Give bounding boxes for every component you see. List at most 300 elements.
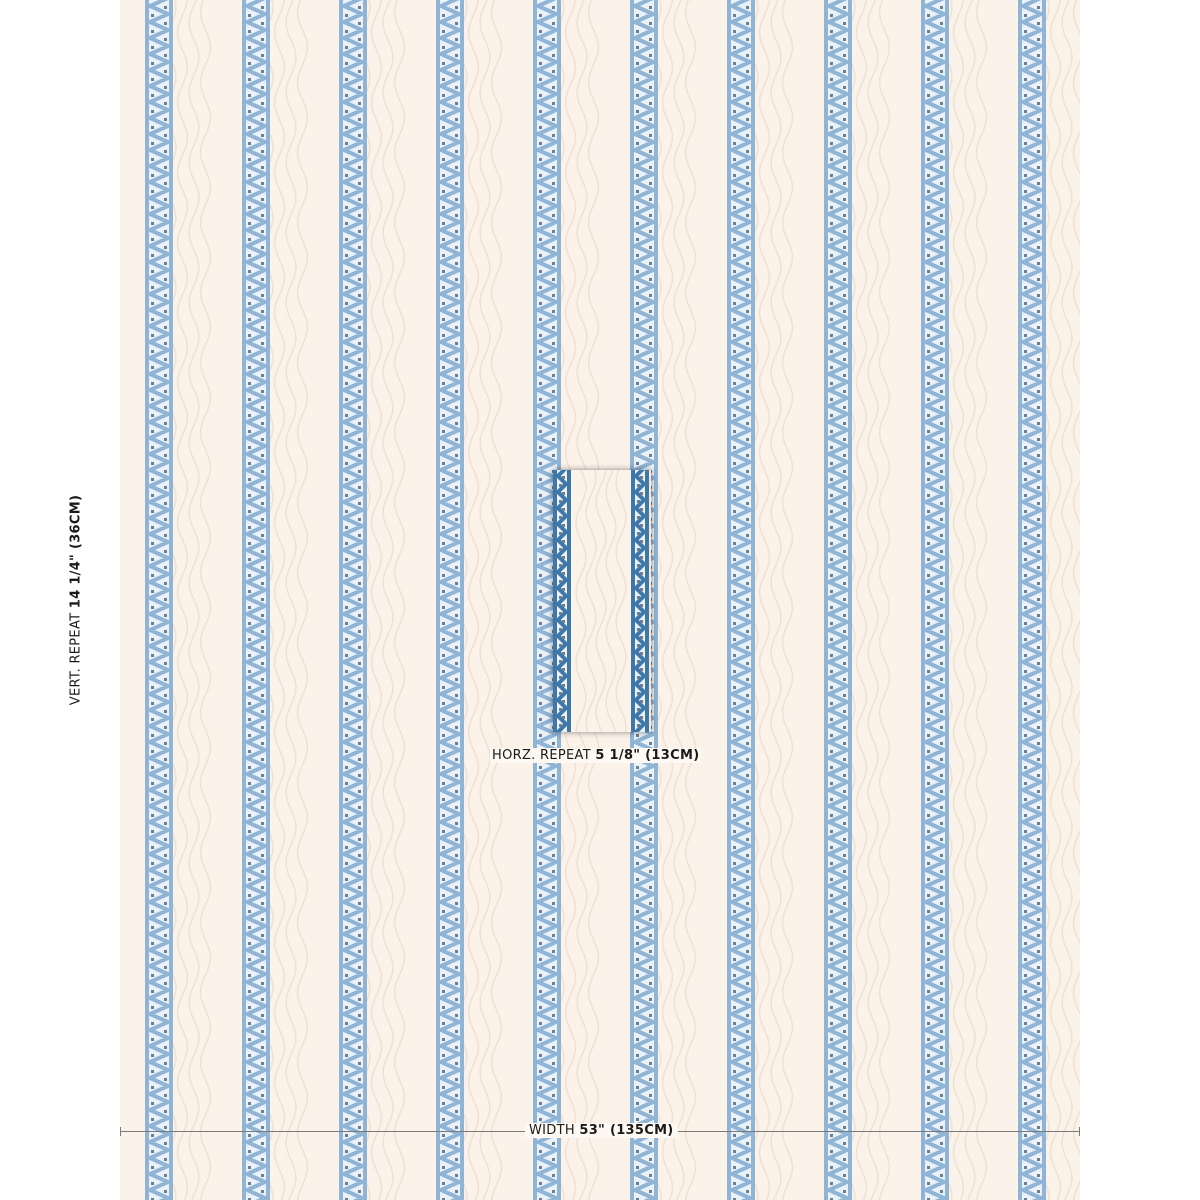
stripe-dot <box>1024 286 1027 289</box>
stripe-dot <box>455 566 458 569</box>
stripe-dot <box>830 814 833 817</box>
stripe-dot <box>345 526 348 529</box>
stripe-dot <box>345 1102 348 1105</box>
stripe-dot <box>927 286 930 289</box>
stripe-dot <box>830 1150 833 1153</box>
stripe-dot <box>746 566 749 569</box>
stripe-dot <box>358 774 361 777</box>
stripe-dot <box>940 822 943 825</box>
stripe-dot <box>248 190 251 193</box>
stripe-dot <box>151 782 154 785</box>
stripe-dot <box>1024 526 1027 529</box>
stripe-dot <box>151 46 154 49</box>
stripe-dot <box>940 358 943 361</box>
stripe-dot <box>746 374 749 377</box>
stripe-dot <box>559 676 562 679</box>
stripe-dot <box>746 310 749 313</box>
stripe-dot <box>733 334 736 337</box>
stripe-dot <box>940 1094 943 1097</box>
stripe-dot <box>940 70 943 73</box>
stripe-dot <box>442 1118 445 1121</box>
stripe-dot <box>940 1046 943 1049</box>
stripe-dot <box>746 870 749 873</box>
stripe-dot <box>1037 102 1040 105</box>
stripe-dot <box>345 334 348 337</box>
stripe-dot <box>940 534 943 537</box>
stripe-dot <box>746 342 749 345</box>
stripe-dot <box>1024 1038 1027 1041</box>
stripe-dot <box>649 838 652 841</box>
stripe-dot <box>442 942 445 945</box>
stripe-dot <box>649 22 652 25</box>
stripe-dot <box>345 542 348 545</box>
stripe-dot <box>539 798 542 801</box>
stripe-dot <box>358 182 361 185</box>
stripe-dot <box>830 142 833 145</box>
stripe-dot <box>927 702 930 705</box>
stripe-dot <box>345 974 348 977</box>
stripe-dot <box>746 806 749 809</box>
stripe-dot <box>636 94 639 97</box>
stripe-dot <box>442 62 445 65</box>
stripe-dot <box>636 1102 639 1105</box>
stripe-dot <box>455 854 458 857</box>
stripe-dot <box>164 374 167 377</box>
stripe-dot <box>455 1126 458 1129</box>
stripe-dot <box>940 390 943 393</box>
stripe-dot <box>151 510 154 513</box>
stripe-dot <box>164 726 167 729</box>
stripe-dot <box>649 902 652 905</box>
stripe-dot <box>940 1174 943 1177</box>
stripe-dot <box>442 414 445 417</box>
stripe-dot <box>345 478 348 481</box>
stripe-dot <box>1037 150 1040 153</box>
stripe-dot <box>358 1126 361 1129</box>
stripe-dot <box>442 494 445 497</box>
stripe-dot <box>261 438 264 441</box>
stripe-dot <box>733 1102 736 1105</box>
stripe-dot <box>164 294 167 297</box>
stripe-dot <box>830 254 833 257</box>
stripe-dot <box>455 1158 458 1161</box>
stripe-dot <box>830 670 833 673</box>
stripe-dot <box>940 470 943 473</box>
stripe-dot <box>1037 598 1040 601</box>
stripe-dot <box>539 1118 542 1121</box>
stripe-dot <box>1024 414 1027 417</box>
stripe-dot <box>358 134 361 137</box>
stripe-dot <box>261 582 264 585</box>
stripe-dot <box>1024 366 1027 369</box>
stripe-dot <box>455 1174 458 1177</box>
stripe-dot <box>164 1030 167 1033</box>
stripe-dot <box>1024 126 1027 129</box>
stripe-dot <box>843 1126 846 1129</box>
stripe-dot <box>151 1006 154 1009</box>
stripe-dot <box>927 846 930 849</box>
stripe-dot <box>940 342 943 345</box>
stripe-dot <box>843 998 846 1001</box>
stripe-dot <box>733 830 736 833</box>
stripe-dot <box>733 494 736 497</box>
stripe-dot <box>559 500 562 503</box>
stripe-dot <box>940 758 943 761</box>
stripe-dot <box>843 1014 846 1017</box>
stripe-dot <box>559 708 562 711</box>
stripe-dot <box>455 1142 458 1145</box>
stripe-dot <box>151 734 154 737</box>
stripe-dot <box>552 742 555 745</box>
stripe-dot <box>358 310 361 313</box>
stripe-dot <box>552 294 555 297</box>
stripe-dot <box>539 894 542 897</box>
stripe-dot <box>261 1030 264 1033</box>
stripe-dot <box>843 1046 846 1049</box>
stripe-dot <box>164 806 167 809</box>
stripe-dot <box>649 1062 652 1065</box>
stripe-dot <box>746 630 749 633</box>
stripe-dot <box>539 862 542 865</box>
stripe-dot <box>1024 142 1027 145</box>
stripe-dot <box>733 110 736 113</box>
stripe-dot <box>151 686 154 689</box>
stripe-dot <box>843 1110 846 1113</box>
stripe-dot <box>746 902 749 905</box>
stripe-dot <box>539 782 542 785</box>
stripe-dot <box>151 414 154 417</box>
stripe-dot <box>559 484 562 487</box>
stripe-dot <box>746 998 749 1001</box>
stripe-dot <box>345 1022 348 1025</box>
stripe-dot <box>830 1086 833 1089</box>
stripe-dot <box>539 382 542 385</box>
stripe-dot <box>1037 1014 1040 1017</box>
stripe-dot <box>830 830 833 833</box>
stripe-dot <box>940 998 943 1001</box>
stripe-dot <box>345 606 348 609</box>
stripe-dot <box>927 1086 930 1089</box>
stripe-dot <box>927 334 930 337</box>
stripe-dot <box>940 934 943 937</box>
stripe-dot <box>261 406 264 409</box>
stripe-dot <box>746 822 749 825</box>
stripe-dot <box>455 262 458 265</box>
stripe-dot <box>345 654 348 657</box>
stripe-dot <box>552 998 555 1001</box>
stripe-dot <box>455 534 458 537</box>
stripe-dot <box>940 182 943 185</box>
stripe-dot <box>261 198 264 201</box>
stripe-dot <box>636 734 639 737</box>
stripe-dot <box>649 806 652 809</box>
stripe-dot <box>151 398 154 401</box>
stripe-dot <box>1024 734 1027 737</box>
stripe-dot <box>164 1190 167 1193</box>
stripe-dot <box>1037 950 1040 953</box>
stripe-dot <box>455 934 458 937</box>
stripe-dot <box>1037 646 1040 649</box>
stripe-dot <box>345 718 348 721</box>
stripe-dot <box>830 30 833 33</box>
stripe-dot <box>746 854 749 857</box>
stripe-dot <box>927 1070 930 1073</box>
stripe-dot <box>358 710 361 713</box>
stripe-dot <box>539 766 542 769</box>
stripe-dot <box>539 622 542 625</box>
stripe-dot <box>539 510 542 513</box>
stripe-dot <box>261 246 264 249</box>
stripe-dot <box>636 942 639 945</box>
stripe-dot <box>843 390 846 393</box>
stripe-dot <box>746 326 749 329</box>
stripe-dot <box>843 1030 846 1033</box>
stripe-dot <box>164 214 167 217</box>
stripe-dot <box>940 230 943 233</box>
stripe-dot <box>261 614 264 617</box>
stripe-dot <box>164 678 167 681</box>
stripe-dot <box>830 750 833 753</box>
stripe-dot <box>746 166 749 169</box>
stripe-dot <box>636 430 639 433</box>
stripe-dot <box>940 1126 943 1129</box>
stripe-dot <box>843 1094 846 1097</box>
stripe-dot <box>261 454 264 457</box>
stripe-dot <box>151 654 154 657</box>
stripe-dot <box>261 726 264 729</box>
stripe-dot <box>248 222 251 225</box>
stripe-dot <box>1037 166 1040 169</box>
stripe-dot <box>164 1126 167 1129</box>
stripe-dot <box>843 22 846 25</box>
stripe-dot <box>636 110 639 113</box>
stripe-dot <box>746 1158 749 1161</box>
stripe-dot <box>261 742 264 745</box>
stripe-dot <box>248 926 251 929</box>
stripe-dot <box>1037 710 1040 713</box>
stripe-dot <box>649 454 652 457</box>
stripe-dot <box>843 886 846 889</box>
stripe-dot <box>358 1158 361 1161</box>
stripe-dot <box>358 102 361 105</box>
stripe-dot <box>164 470 167 473</box>
stripe-dot <box>151 254 154 257</box>
stripe-dot <box>636 318 639 321</box>
stripe-dot <box>927 494 930 497</box>
stripe-dot <box>552 902 555 905</box>
stripe-dot <box>539 702 542 705</box>
stripe-dot <box>562 620 565 623</box>
stripe-dot <box>261 166 264 169</box>
stripe-dot <box>636 270 639 273</box>
stripe-dot <box>358 342 361 345</box>
stripe-dot <box>843 870 846 873</box>
stripe-dot <box>843 1078 846 1081</box>
stripe-dot <box>261 1174 264 1177</box>
repeat-tile-group <box>553 470 651 732</box>
stripe-dot <box>248 702 251 705</box>
stripe-dot <box>927 830 930 833</box>
stripe-dot <box>830 126 833 129</box>
stripe-dot <box>552 374 555 377</box>
stripe-dot <box>358 518 361 521</box>
stripe-dot <box>164 1014 167 1017</box>
stripe-dot <box>940 838 943 841</box>
stripe-dot <box>1037 742 1040 745</box>
stripe-dot <box>248 382 251 385</box>
stripe-dot <box>843 742 846 745</box>
stripe-dot <box>261 918 264 921</box>
stripe-dot <box>261 598 264 601</box>
stripe-dot <box>649 742 652 745</box>
stripe-dot <box>442 14 445 17</box>
stripe-dot <box>164 198 167 201</box>
stripe-dot <box>261 1078 264 1081</box>
stripe-dot <box>830 158 833 161</box>
stripe-dot <box>746 774 749 777</box>
stripe-dot <box>539 942 542 945</box>
stripe-dot <box>261 982 264 985</box>
stripe-dot <box>843 54 846 57</box>
stripe-dot <box>539 1182 542 1185</box>
stripe-dot <box>843 806 846 809</box>
stripe-dot <box>843 86 846 89</box>
stripe-dot <box>830 1022 833 1025</box>
stripe-dot <box>733 718 736 721</box>
stripe-dot <box>733 686 736 689</box>
stripe-dot <box>830 462 833 465</box>
stripe-dot <box>1037 214 1040 217</box>
stripe-dot <box>830 1102 833 1105</box>
stripe-dot <box>552 806 555 809</box>
stripe-dot <box>649 422 652 425</box>
stripe-dot <box>358 1014 361 1017</box>
stripe-dot <box>733 254 736 257</box>
stripe-dot <box>261 966 264 969</box>
stripe-dot <box>552 310 555 313</box>
stripe-dot <box>746 950 749 953</box>
stripe-dot <box>345 814 348 817</box>
stripe-dot <box>248 718 251 721</box>
stripe-dot <box>1024 270 1027 273</box>
stripe-dot <box>164 38 167 41</box>
stripe-dot <box>261 774 264 777</box>
stripe-dot <box>1037 358 1040 361</box>
stripe-dot <box>1024 302 1027 305</box>
stripe-dot <box>1024 670 1027 673</box>
stripe-dot <box>733 238 736 241</box>
stripe-dot <box>746 438 749 441</box>
stripe-dot <box>442 158 445 161</box>
stripe-dot <box>746 214 749 217</box>
stripe-dot <box>746 1078 749 1081</box>
stripe-dot <box>1024 814 1027 817</box>
stripe-dot <box>927 158 930 161</box>
stripe-dot <box>345 846 348 849</box>
stripe-dot <box>843 774 846 777</box>
stripe-dot <box>345 222 348 225</box>
stripe-dot <box>442 542 445 545</box>
stripe-dot <box>442 1150 445 1153</box>
stripe-dot <box>358 438 361 441</box>
stripe-dot <box>455 150 458 153</box>
stripe-dot <box>649 1046 652 1049</box>
stripe-dot <box>1024 62 1027 65</box>
stripe-dot <box>261 422 264 425</box>
stripe-dot <box>746 38 749 41</box>
stripe-dot <box>345 1006 348 1009</box>
stripe-dot <box>164 870 167 873</box>
stripe-dot <box>442 622 445 625</box>
stripe-dot <box>733 702 736 705</box>
stripe-dot <box>151 558 154 561</box>
stripe-dot <box>1024 110 1027 113</box>
stripe-dot <box>1037 854 1040 857</box>
stripe-dot <box>345 430 348 433</box>
stripe-dot <box>940 870 943 873</box>
stripe-dot <box>164 614 167 617</box>
stripe-dot <box>539 558 542 561</box>
stripe-dot <box>746 678 749 681</box>
stripe-dot <box>733 1150 736 1153</box>
stripe-dot <box>552 134 555 137</box>
stripe-dot <box>843 1158 846 1161</box>
stripe-dot <box>927 254 930 257</box>
stripe-dot <box>261 390 264 393</box>
stripe-dot <box>637 532 640 535</box>
stripe-dot <box>1024 446 1027 449</box>
stripe-dot <box>649 70 652 73</box>
stripe-dot <box>248 62 251 65</box>
stripe-dot <box>1037 246 1040 249</box>
stripe-dot <box>345 942 348 945</box>
stripe-dot <box>843 534 846 537</box>
stripe-dot <box>843 598 846 601</box>
stripe-dot <box>636 798 639 801</box>
stripe-dot <box>927 430 930 433</box>
stripe-dot <box>746 518 749 521</box>
stripe-dot <box>151 366 154 369</box>
stripe-dot <box>733 558 736 561</box>
stripe-dot <box>164 118 167 121</box>
stripe-dot <box>345 510 348 513</box>
stripe-dot <box>539 398 542 401</box>
stripe-dot <box>151 1150 154 1153</box>
stripe-dot <box>539 590 542 593</box>
stripe-dot <box>940 566 943 569</box>
stripe-dot <box>830 494 833 497</box>
stripe-dot <box>746 982 749 985</box>
stripe-dot <box>248 1118 251 1121</box>
stripe-dot <box>843 422 846 425</box>
stripe-dot <box>248 78 251 81</box>
stripe-dot <box>345 782 348 785</box>
stripe-dot <box>358 982 361 985</box>
stripe-dot <box>164 790 167 793</box>
stripe-dot <box>539 814 542 817</box>
stripe-dot <box>248 910 251 913</box>
stripe-dot <box>927 942 930 945</box>
stripe-dot <box>455 918 458 921</box>
stripe-dot <box>636 334 639 337</box>
stripe-dot <box>552 454 555 457</box>
stripe-dot <box>1037 566 1040 569</box>
stripe-dot <box>637 612 640 615</box>
stripe-dot <box>248 990 251 993</box>
stripe-dot <box>358 358 361 361</box>
stripe-dot <box>562 508 565 511</box>
stripe-dot <box>1024 206 1027 209</box>
